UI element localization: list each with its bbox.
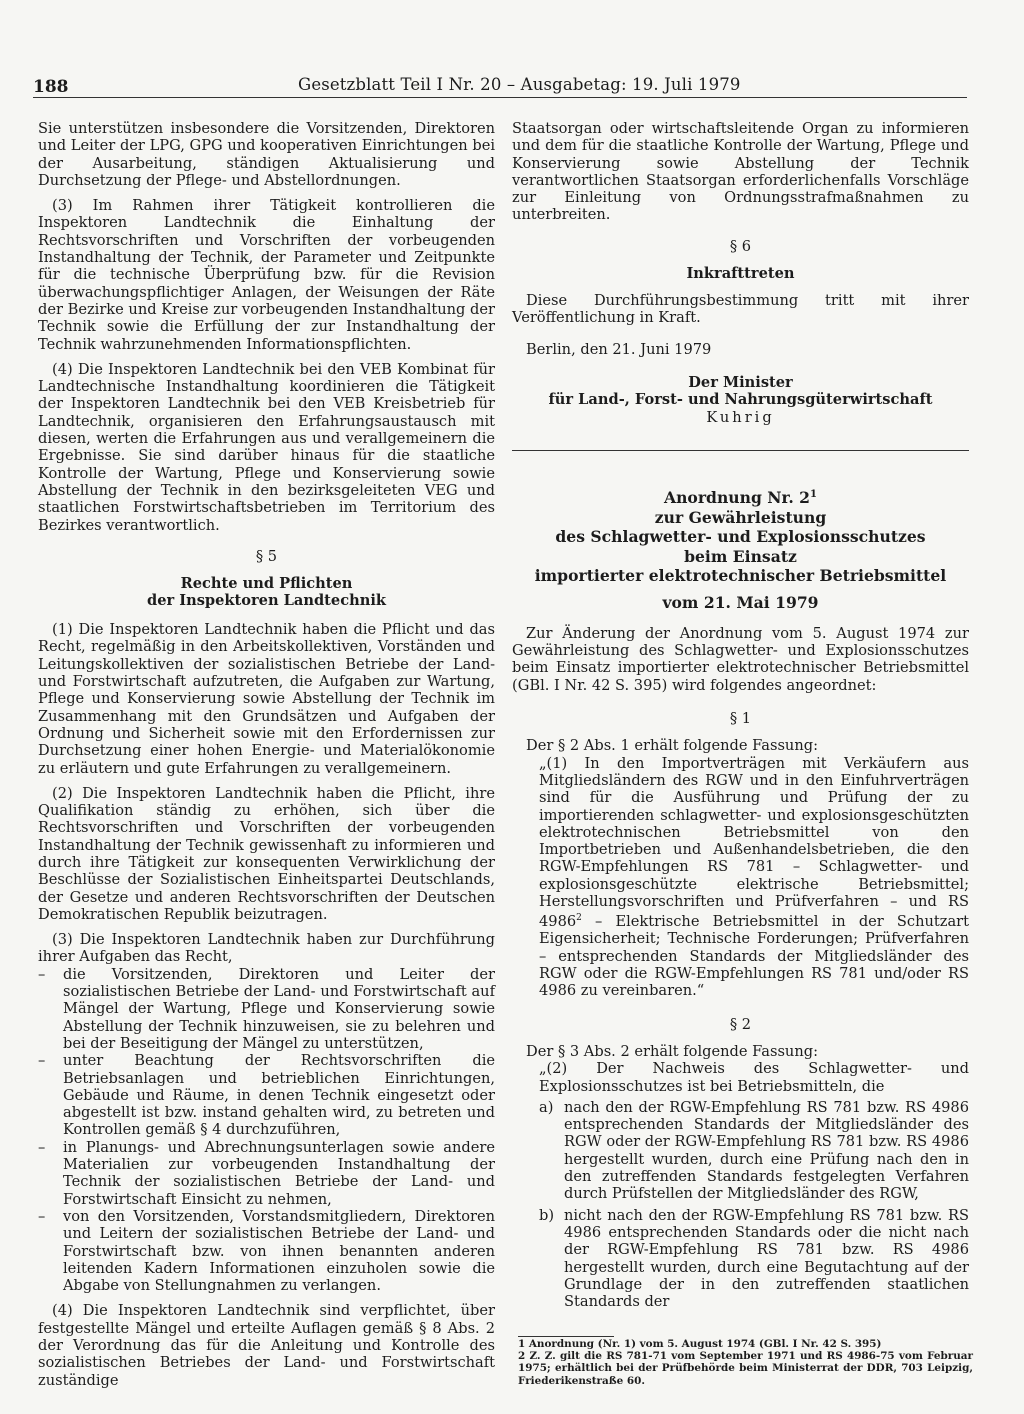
list-item-text: in Planungs- und Abrechnungsunterlagen sowie andere Materialien zur vorbeugenden Instandhaltung der Technik der sozialistischen Betriebe der Land- und Forstwirtschaft Einsicht zu nehmen, [63,1138,495,1208]
place-and-date: Berlin, den 21. Juni 1979 [526,340,712,358]
list-item [38,966,495,1052]
list-item-label: b) [539,1206,555,1224]
right-column [512,120,969,1310]
gazette-header-title: Gesetzblatt Teil I Nr. 20 – Ausgabetag: 19. Juli 1979 [298,75,741,94]
ordinance-section-2-quote: „(2) Der Nachweis des Schlagwetter- und Explosionsschutzes ist bei Betriebsmitteln, die [539,1060,969,1095]
footnote-2: 2 Z. Z. gilt die RS 781-71 vom September 1971 und RS 4986-75 vom Februar 1975; erhältlich bei der Prüfbehörde beim Ministerrat der DDR, 703 Leipzig, Friederikenstraße 60. [518,1350,973,1387]
paragraph-continued: Staatsorgan oder wirtschaftsleitende Organ zu informieren und dem für die staatliche Kontrolle der Wartung, Pflege und Konservierung sowie Abstellung der Technik verantwortlichen Staatsorgan erforderlichenfalls Vorschläge zur Einleitung von Ordnungsstrafmaßnahmen zu unterbreiten. [512,120,969,224]
footnote-1: 1 Anordnung (Nr. 1) vom 5. August 1974 (GBl. I Nr. 42 S. 395) [518,1338,882,1350]
section-5-number: § 5 [255,547,278,565]
dash-bullet: – [38,1052,46,1070]
ordinance-title-line-1 [512,485,969,508]
paragraph-5-2: (2) Die Inspektoren Landtechnik haben die Pflicht, ihre Qualifikation ständig zu erhöhen, sich über die Rechtsvorschriften und Vorschriften der vorbeugenden Instandhaltung der Technik gewissenhaft zu informieren und durch ihre Tätigkeit zur konsequenten Verwirklichung der Beschlüsse der Sozialistischen Einheitspartei Deutschlands, der Gesetze und anderen Rechtsvorschriften der Deutschen Demokratischen Republik beizutragen. [38,784,495,923]
section-5-title-line-2: der Inspektoren Landtechnik [147,592,386,610]
quote-text-part-2: – Elektrische Betriebsmittel in der Schutzart Eigensicherheit; Technische Forderungen; Prüfverfahren – entsprechenden Standards der Mitgliedsländer des RGW oder die RGW-Empfehlungen RS 781 und/oder RS 4986 zu vereinbaren.“ [539,913,969,1000]
paragraph-intro: Sie unterstützen insbesondere die Vorsitzenden, Direktoren und Leiter der LPG, GPG und kooperativen Einrichtungen bei der Ausarbeitung, ständigen Aktualisierung und Durchsetzung der Pflege- und Abstellordnungen. [38,120,495,189]
header-rule [33,97,967,98]
list-item-text: von den Vorsitzenden, Vorstandsmitgliedern, Direktoren und Leitern der sozialistischen Betriebe der Land- und Forstwirtschaft bzw. von ihnen benannten anderen leitenden Kadern Informationen einzuholen sowie die Abgabe von Stellungnahmen zu verlangen. [63,1207,495,1295]
section-separator-rule [512,450,969,451]
ordinance-section-1-lead: Der § 2 Abs. 1 erhält folgende Fassung: [526,737,818,755]
ordinance-title-text: Anordnung Nr. 2 [663,488,811,508]
page-number: 188 [33,77,69,97]
list-item-text: nach den der RGW-Empfehlung RS 781 bzw. RS 4986 entsprechenden Standards der Mitgliedsländer des RGW oder der RGW-Empfehlung RS 781 bzw. RS 4986 hergestellt wurden, durch eine Prüfung nach den in den zutreffenden Standards festgelegten Verfahren durch Prüfstellen der Mitgliedsländer des RGW, [564,1098,969,1203]
footnotes [518,1338,973,1387]
paragraph-4-4: (4) Die Inspektoren Landtechnik bei den VEB Kombinat für Landtechnische Instandhaltung koordinieren die Tätigkeit der Inspektoren Landtechnik bei den VEB Kreisbetrieb für Landtechnik, organisieren den Erfahrungsaustausch mit diesen, werten die Erfahrungen aus und verallgemeinern die Ergebnisse. Sie sind darüber hinaus für die staatliche Kontrolle der Wartung, Pflege und Konservierung sowie Abstellung der Technik in den bezirksgeleiteten VEG und staatlichen Forstwirtschaftsbetrieben im Territorium des Bezirkes verantwortlich. [38,360,495,534]
paragraph-5-3: (3) Die Inspektoren Landtechnik haben zur Durchführung ihrer Aufgaben das Recht, [38,931,495,966]
footnote-ref-1: 1 [810,488,817,500]
section-6-text: Diese Durchführungsbestimmung tritt mit ihrer Veröffentlichung in Kraft. [512,292,969,327]
signer-ministry: für Land-, Forst- und Nahrungsgüterwirtschaft [548,391,933,409]
list-item-text: die Vorsitzenden, Direktoren und Leiter der sozialistischen Betriebe der Land- und Forstwirtschaft auf Mängel der Wartung, Pflege und Konservierung sowie Abstellung der Technik hinzuweisen, sie zu belehren und bei der Beseitigung der Mängel zu unterstützen, [63,965,495,1052]
dash-bullet: – [38,965,46,983]
ordinance-section-2-lead: Der § 3 Abs. 2 erhält folgende Fassung: [526,1042,818,1060]
footnote-rule [518,1336,614,1337]
list-item [539,1099,969,1203]
paragraph-5-4: (4) Die Inspektoren Landtechnik sind verpflichtet, über festgestellte Mängel und erteilte Auflagen gemäß § 8 Abs. 2 der Verordnung das für die Anleitung und Kontrolle des sozialistischen Betriebes der Land- und Forstwirtschaft zuständige [38,1302,495,1389]
footnote-ref-2: 2 [576,913,582,924]
ordinance-title-line-3: des Schlagwetter- und Explosionsschutzes [555,527,926,547]
ordinance-title-line-4: beim Einsatz [684,546,797,566]
left-column [38,120,495,1389]
ordinance-title-line-5: importierter elektrotechnischer Betriebsmittel [534,566,947,586]
signer-name: Kuhrig [706,408,775,426]
dash-bullet: – [38,1138,46,1156]
signer-title: Der Minister [688,373,793,391]
ordinance-date: vom 21. Mai 1979 [662,592,819,612]
ordinance-section-1-number: § 1 [729,710,752,728]
dash-bullet: – [38,1207,46,1225]
list-item-text: nicht nach den der RGW-Empfehlung RS 781 bzw. RS 4986 entsprechenden Standards oder die nicht nach der RGW-Empfehlung RS 781 bzw. RS 4986 hergestellt wurden, durch eine Begutachtung auf der Grundlage der in den zutreffenden staatlichen Standards der [564,1206,969,1311]
ordinance-section-1-quote [539,755,969,1000]
list-item-label: a) [539,1098,554,1116]
ordinance-section-2-number: § 2 [729,1015,752,1033]
paragraph-4-3: (3) Im Rahmen ihrer Tätigkeit kontrollieren die Inspektoren Landtechnik die Einhaltung der Rechtsvorschriften und Vorschriften der vorbeugenden Instandhaltung der Technik, der Parameter und Zeitpunkte für die technische Überprüfung bzw. für die Revision überwachungspflichtiger Anlagen, der Weisungen der Räte der Bezirke und Kreise zur vorbeugenden Instandhaltung der Technik sowie die Erfüllung der zur Instandhaltung der Technik wahrzunehmenden Informationspflichten. [38,197,495,353]
list-item [539,1207,969,1311]
list-item-text: unter Beachtung der Rechtsvorschriften die Betriebsanlagen und betrieblichen Einrichtungen, Gebäude und Räume, in denen Technik eingesetzt oder abgestellt ist bzw. instand gehalten wird, zu betreten und Kontrollen gemäß § 4 durchzuführen, [63,1052,495,1139]
section-6-number: § 6 [729,237,752,255]
ordinance-title-line-2: zur Gewährleistung [654,507,827,527]
section-5-title-line-1: Rechte und Pflichten [180,575,353,593]
section-6-title: Inkrafttreten [686,265,795,283]
quote-text-part-1: „(1) In den Importverträgen mit Verkäufern aus Mitgliedsländern des RGW und in den Einfuhrverträgen sind für die Ausführung und Prüfung der zu importierenden schlagwetter- und explosionsgeschützten elektrotechnischen Betriebsmittel von den Importbetrieben und Außenhandelsbetrieben, die den RGW-Empfehlungen RS 781 – Schlagwetter- und explosionsgeschützte elektrische Betriebsmittel; Herstellungsvorschriften und Prüfverfahren – und RS 4986 [539,754,969,931]
list-item [38,1139,495,1208]
ordinance-intro: Zur Änderung der Anordnung vom 5. August 1974 zur Gewährleistung des Schlagwetter- und Explosionsschutzes beim Einsatz importierter elektrotechnischer Betriebsmittel (GBl. I Nr. 42 S. 395) wird folgendes angeordnet: [512,624,969,694]
page-header [0,72,1024,98]
list-item [38,1208,495,1294]
paragraph-5-1: (1) Die Inspektoren Landtechnik haben die Pflicht und das Recht, regelmäßig in den Arbeitskollektiven, Vorständen und Leitungskollektiven der sozialistischen Betriebe der Land- und Forstwirtschaft aufzutreten, die Aufgaben zur Wartung, Pflege und Konservierung sowie Abstellung der Technik im Zusammenhang mit den Grundsätzen und Aufgaben der Ordnung und Sicherheit sowie mit den Erfordernissen zur Durchsetzung einer hohen Energie- und Materialökonomie zu erläutern und gute Erfahrungen zu verallgemeinern. [38,621,495,777]
list-item [38,1052,495,1138]
